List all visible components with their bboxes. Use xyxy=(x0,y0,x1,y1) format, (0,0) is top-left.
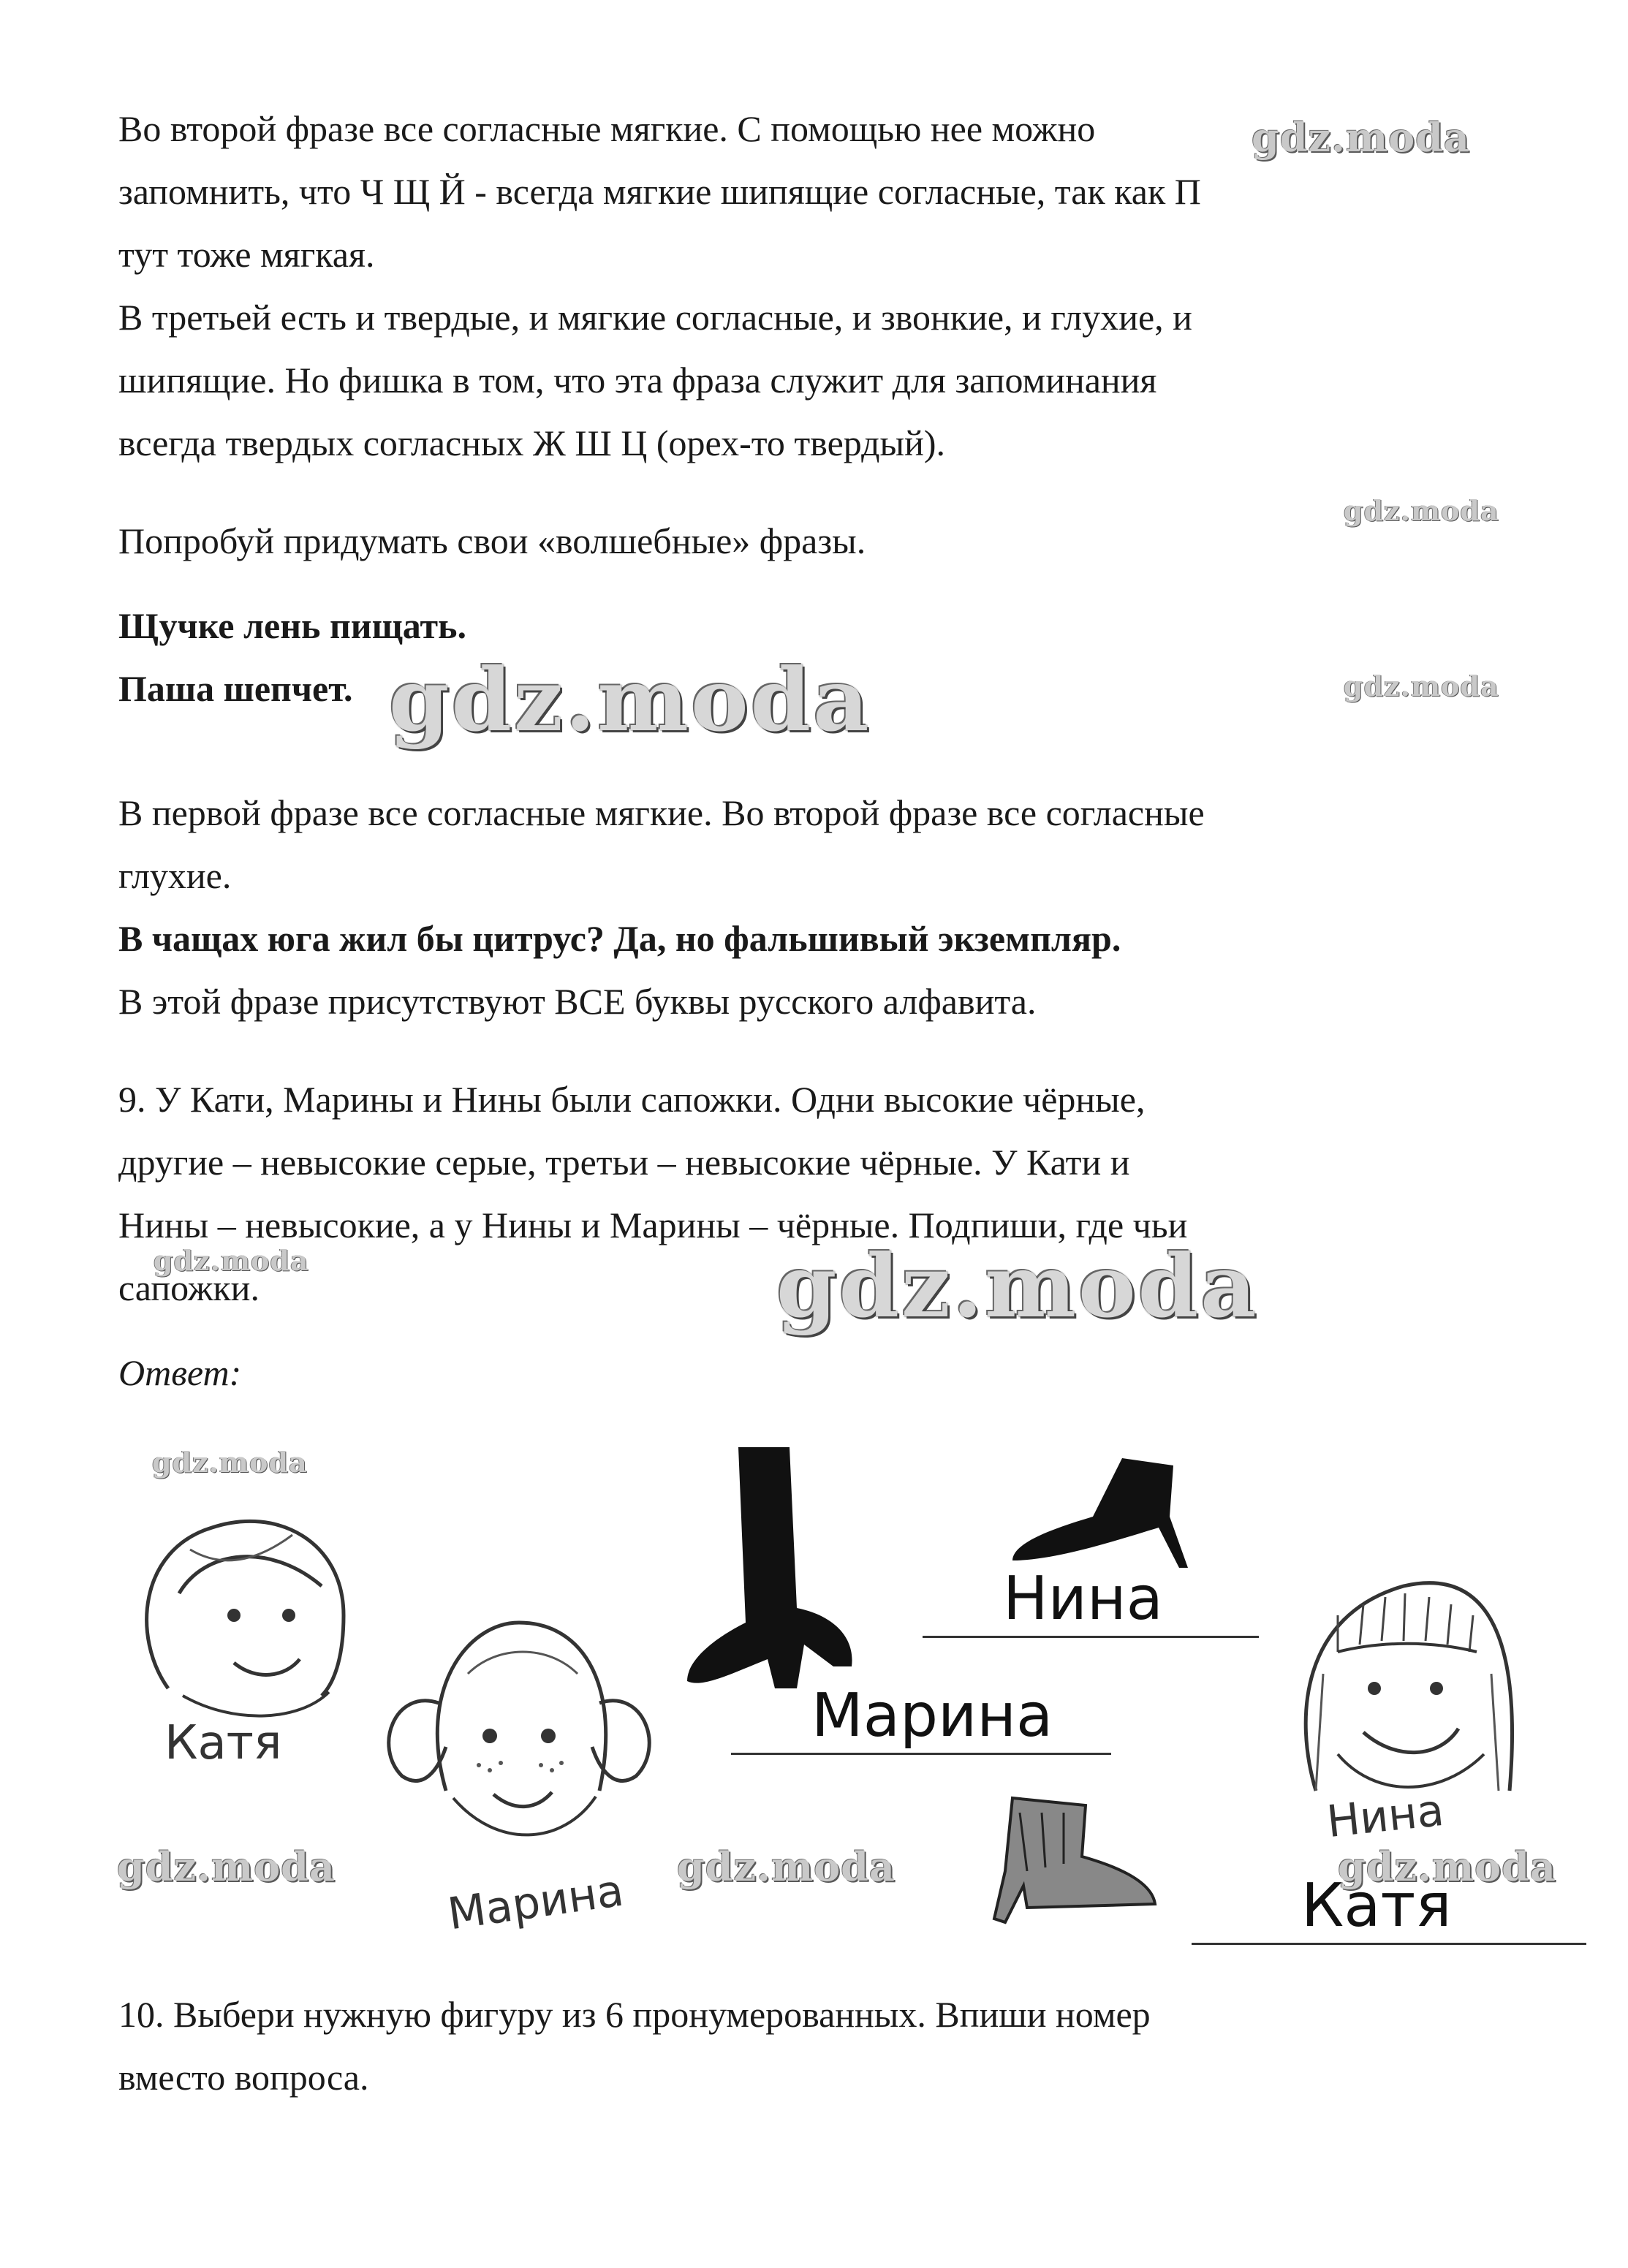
answer-underline xyxy=(1192,1943,1586,1945)
watermark: gdz.moda xyxy=(117,1843,336,1890)
girl-nina-drawing xyxy=(1294,1571,1521,1820)
watermark: gdz.moda xyxy=(1252,114,1470,161)
answer-label-katya: Катя xyxy=(1301,1871,1452,1941)
question-line: 10. Выбери нужную фигуру из 6 пронумерованных. Впиши номер xyxy=(118,1994,1151,2035)
paragraph-line: тут тоже мягкая. xyxy=(118,234,375,275)
answer-label: Ответ: xyxy=(118,1352,242,1393)
question-line: другие – невысокие серые, третьи – невысокие чёрные. У Кати и xyxy=(118,1142,1130,1183)
bold-phrase: Щучке лень пищать. xyxy=(118,605,467,646)
paragraph-line: запомнить, что Ч Щ Й - всегда мягкие шипящие согласные, так как П xyxy=(118,171,1201,212)
paragraph-line: В этой фразе присутствуют ВСЕ буквы русского алфавита. xyxy=(118,981,1037,1022)
paragraph-line: Во второй фразе все согласные мягкие. С помощью нее можно xyxy=(118,108,1096,149)
paragraph-line: глухие. xyxy=(118,855,232,896)
question-line: Нины – невысокие, а у Нины и Марины – чёрные. Подпиши, где чьи xyxy=(118,1205,1188,1245)
girl-marina-drawing xyxy=(366,1601,673,1864)
paragraph-line: В третьей есть и твердые, и мягкие согласные, и звонкие, и глухие, и xyxy=(118,297,1192,338)
girl-caption-nina: Нина xyxy=(1324,1784,1447,1848)
paragraph-line: В первой фразе все согласные мягкие. Во второй фразе все согласные xyxy=(118,792,1205,833)
bold-phrase: Паша шепчет. xyxy=(118,668,353,709)
question-line: вместо вопроса. xyxy=(118,2057,369,2098)
watermark: gdz.moda xyxy=(776,1235,1259,1337)
question-line: сапожки. xyxy=(118,1267,260,1308)
girl-caption-marina: Марина xyxy=(444,1865,627,1941)
paragraph-line: Попробуй придумать свои «волшебные» фразы. xyxy=(118,520,866,561)
answer-underline xyxy=(923,1636,1259,1638)
watermark: gdz.moda xyxy=(677,1843,896,1890)
girl-caption-katya: Катя xyxy=(164,1716,282,1770)
paragraph-line: всегда твердых согласных Ж Ш Ц (орех-то твердый). xyxy=(118,422,946,463)
answer-label-marina: Марина xyxy=(811,1681,1053,1751)
watermark: gdz.moda xyxy=(152,1446,308,1479)
paragraph-line: шипящие. Но фишка в том, что эта фраза служит для запоминания xyxy=(118,360,1157,401)
watermark: gdz.moda xyxy=(154,1244,309,1277)
answer-underline xyxy=(731,1753,1111,1755)
girl-katya-drawing xyxy=(124,1506,366,1725)
short-black-boot-icon xyxy=(1012,1458,1203,1575)
question-line: 9. У Кати, Марины и Нины были сапожки. Одни высокие чёрные, xyxy=(118,1079,1146,1120)
short-grey-boot-icon xyxy=(983,1798,1159,1922)
answer-label-nina: Нина xyxy=(1003,1564,1163,1634)
watermark: gdz.moda xyxy=(1344,670,1499,702)
watermark: gdz.moda xyxy=(389,649,871,751)
watermark: gdz.moda xyxy=(1338,1843,1556,1890)
bold-phrase: В чащах юга жил бы цитрус? Да, но фальшивый экземпляр. xyxy=(118,918,1121,959)
watermark: gdz.moda xyxy=(1344,494,1499,527)
